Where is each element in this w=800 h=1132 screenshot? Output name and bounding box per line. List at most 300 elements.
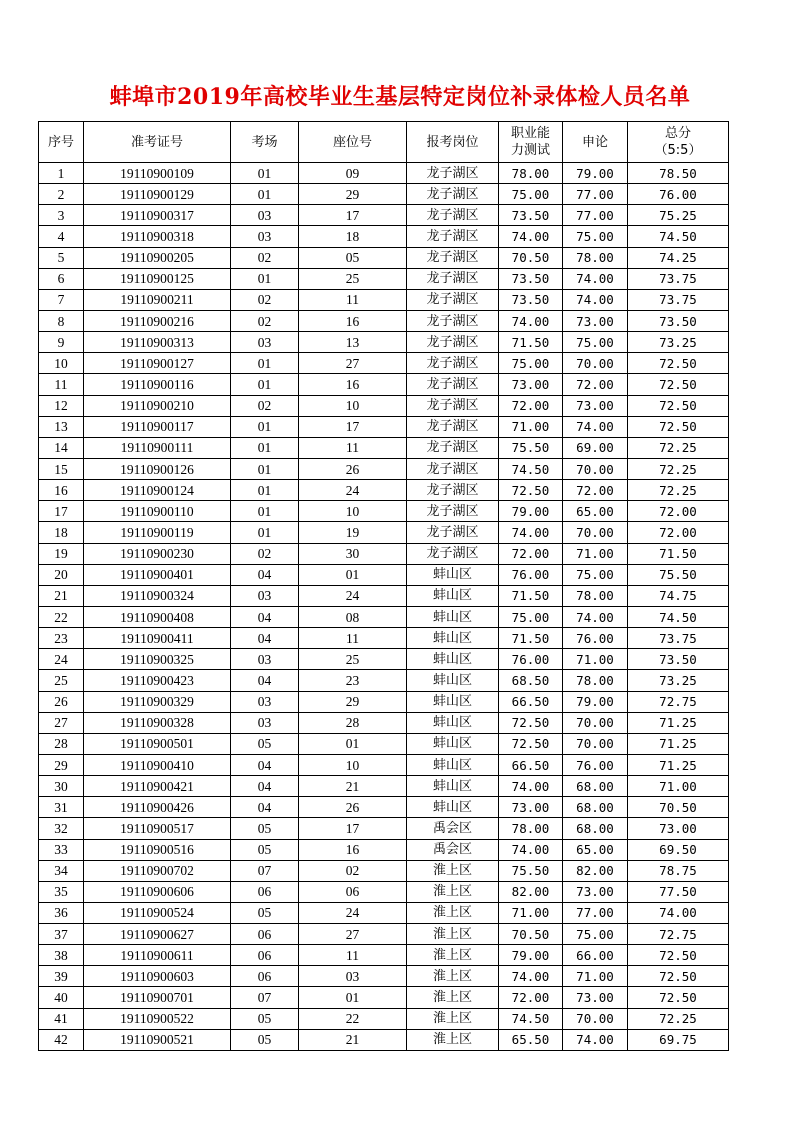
- table-row: [39, 332, 729, 353]
- page-title: 蚌埠市2019年高校毕业生基层特定岗位补录体检人员名单: [109, 84, 691, 110]
- cell-essay: 68.00: [563, 776, 628, 797]
- table-row: [39, 205, 729, 226]
- cell-room: 04: [231, 797, 299, 818]
- cell-seat: 06: [299, 881, 407, 902]
- table-row: [39, 184, 729, 205]
- cell-room: 01: [231, 416, 299, 437]
- cell-seat: 22: [299, 1008, 407, 1029]
- cell-post: 龙子湖区: [407, 247, 499, 268]
- cell-aptitude: 65.50: [499, 1029, 563, 1050]
- cell-aptitude: 79.00: [499, 945, 563, 966]
- cell-aptitude: 71.50: [499, 628, 563, 649]
- cell-seat: 09: [299, 163, 407, 184]
- cell-post: 龙子湖区: [407, 395, 499, 416]
- table-row: [39, 374, 729, 395]
- cell-room: 04: [231, 628, 299, 649]
- cell-essay: 74.00: [563, 289, 628, 310]
- cell-seq: 17: [39, 501, 84, 522]
- cell-total: 72.25: [628, 437, 729, 458]
- cell-seq: 38: [39, 945, 84, 966]
- cell-post: 蚌山区: [407, 628, 499, 649]
- cell-seat: 17: [299, 205, 407, 226]
- cell-ticket: 19110900210: [84, 395, 231, 416]
- cell-post: 龙子湖区: [407, 268, 499, 289]
- header-room: 考场: [231, 122, 299, 163]
- cell-essay: 66.00: [563, 945, 628, 966]
- cell-essay: 73.00: [563, 310, 628, 331]
- cell-room: 07: [231, 987, 299, 1008]
- cell-post: 蚌山区: [407, 712, 499, 733]
- cell-seq: 14: [39, 437, 84, 458]
- cell-essay: 68.00: [563, 818, 628, 839]
- table-row: [39, 839, 729, 860]
- cell-total: 72.00: [628, 522, 729, 543]
- cell-seat: 17: [299, 818, 407, 839]
- cell-ticket: 19110900127: [84, 353, 231, 374]
- cell-room: 03: [231, 649, 299, 670]
- cell-ticket: 19110900116: [84, 374, 231, 395]
- cell-aptitude: 74.00: [499, 310, 563, 331]
- cell-post: 蚌山区: [407, 733, 499, 754]
- cell-seq: 19: [39, 543, 84, 564]
- cell-total: 73.50: [628, 649, 729, 670]
- table-row: [39, 776, 729, 797]
- cell-seq: 31: [39, 797, 84, 818]
- cell-aptitude: 70.50: [499, 247, 563, 268]
- cell-room: 04: [231, 606, 299, 627]
- cell-post: 蚌山区: [407, 691, 499, 712]
- cell-essay: 73.00: [563, 395, 628, 416]
- cell-aptitude: 72.50: [499, 712, 563, 733]
- cell-post: 龙子湖区: [407, 543, 499, 564]
- cell-aptitude: 72.00: [499, 987, 563, 1008]
- cell-ticket: 19110900421: [84, 776, 231, 797]
- table-row: [39, 818, 729, 839]
- cell-post: 龙子湖区: [407, 480, 499, 501]
- cell-post: 龙子湖区: [407, 416, 499, 437]
- table-row: [39, 543, 729, 564]
- cell-seat: 11: [299, 289, 407, 310]
- cell-seat: 02: [299, 860, 407, 881]
- header-seat: 座位号: [299, 122, 407, 163]
- cell-total: 74.75: [628, 585, 729, 606]
- cell-ticket: 19110900119: [84, 522, 231, 543]
- cell-aptitude: 71.00: [499, 902, 563, 923]
- cell-essay: 78.00: [563, 670, 628, 691]
- cell-room: 06: [231, 966, 299, 987]
- cell-ticket: 19110900410: [84, 754, 231, 775]
- cell-seat: 23: [299, 670, 407, 691]
- table-row: [39, 797, 729, 818]
- header-total-line2: （5:5）: [654, 143, 702, 158]
- cell-seq: 30: [39, 776, 84, 797]
- cell-post: 淮上区: [407, 902, 499, 923]
- table-body: [39, 163, 729, 1051]
- table-row: [39, 395, 729, 416]
- cell-total: 74.25: [628, 247, 729, 268]
- cell-aptitude: 71.50: [499, 585, 563, 606]
- table-row: [39, 712, 729, 733]
- cell-total: 76.00: [628, 184, 729, 205]
- cell-seq: 2: [39, 184, 84, 205]
- cell-seq: 32: [39, 818, 84, 839]
- cell-essay: 76.00: [563, 628, 628, 649]
- cell-seq: 34: [39, 860, 84, 881]
- cell-essay: 70.00: [563, 522, 628, 543]
- table-row: [39, 353, 729, 374]
- cell-essay: 75.00: [563, 226, 628, 247]
- cell-post: 淮上区: [407, 966, 499, 987]
- cell-total: 73.00: [628, 818, 729, 839]
- cell-seq: 24: [39, 649, 84, 670]
- cell-room: 04: [231, 776, 299, 797]
- cell-seq: 42: [39, 1029, 84, 1050]
- cell-seat: 25: [299, 268, 407, 289]
- cell-seat: 11: [299, 945, 407, 966]
- cell-total: 72.25: [628, 1008, 729, 1029]
- header-total: [628, 122, 729, 163]
- cell-seq: 29: [39, 754, 84, 775]
- cell-post: 禹会区: [407, 818, 499, 839]
- cell-essay: 77.00: [563, 184, 628, 205]
- cell-post: 龙子湖区: [407, 353, 499, 374]
- cell-room: 02: [231, 247, 299, 268]
- cell-room: 01: [231, 268, 299, 289]
- cell-post: 龙子湖区: [407, 437, 499, 458]
- cell-room: 01: [231, 458, 299, 479]
- cell-seq: 3: [39, 205, 84, 226]
- cell-total: 71.25: [628, 733, 729, 754]
- cell-total: 78.50: [628, 163, 729, 184]
- cell-aptitude: 66.50: [499, 754, 563, 775]
- cell-ticket: 19110900328: [84, 712, 231, 733]
- cell-total: 72.50: [628, 945, 729, 966]
- header-post: 报考岗位: [407, 122, 499, 163]
- cell-ticket: 19110900313: [84, 332, 231, 353]
- cell-room: 03: [231, 226, 299, 247]
- cell-essay: 76.00: [563, 754, 628, 775]
- cell-essay: 70.00: [563, 458, 628, 479]
- cell-essay: 73.00: [563, 881, 628, 902]
- cell-seq: 11: [39, 374, 84, 395]
- cell-aptitude: 70.50: [499, 924, 563, 945]
- cell-aptitude: 72.00: [499, 395, 563, 416]
- cell-seat: 01: [299, 733, 407, 754]
- cell-post: 蚌山区: [407, 670, 499, 691]
- table-row: [39, 966, 729, 987]
- cell-seq: 13: [39, 416, 84, 437]
- table-row: [39, 987, 729, 1008]
- cell-seat: 01: [299, 987, 407, 1008]
- cell-ticket: 19110900524: [84, 902, 231, 923]
- cell-aptitude: 76.00: [499, 649, 563, 670]
- cell-total: 72.50: [628, 395, 729, 416]
- cell-post: 龙子湖区: [407, 289, 499, 310]
- cell-aptitude: 82.00: [499, 881, 563, 902]
- cell-post: 淮上区: [407, 945, 499, 966]
- cell-seat: 11: [299, 628, 407, 649]
- table-row: [39, 163, 729, 184]
- cell-ticket: 19110900117: [84, 416, 231, 437]
- cell-total: 73.25: [628, 670, 729, 691]
- cell-post: 蚌山区: [407, 797, 499, 818]
- cell-seq: 26: [39, 691, 84, 712]
- table-row: [39, 1029, 729, 1050]
- cell-room: 05: [231, 733, 299, 754]
- cell-seat: 21: [299, 776, 407, 797]
- cell-ticket: 19110900216: [84, 310, 231, 331]
- cell-seq: 6: [39, 268, 84, 289]
- cell-essay: 74.00: [563, 416, 628, 437]
- cell-essay: 74.00: [563, 1029, 628, 1050]
- header-aptitude-line2: 力测试: [510, 143, 550, 158]
- cell-room: 05: [231, 902, 299, 923]
- table-row: [39, 522, 729, 543]
- cell-ticket: 19110900124: [84, 480, 231, 501]
- cell-essay: 79.00: [563, 691, 628, 712]
- cell-essay: 72.00: [563, 480, 628, 501]
- cell-total: 69.50: [628, 839, 729, 860]
- cell-room: 06: [231, 881, 299, 902]
- cell-post: 淮上区: [407, 1008, 499, 1029]
- table-row: [39, 289, 729, 310]
- cell-post: 龙子湖区: [407, 374, 499, 395]
- cell-post: 蚌山区: [407, 776, 499, 797]
- cell-post: 龙子湖区: [407, 163, 499, 184]
- header-essay: 申论: [563, 122, 628, 163]
- cell-total: 72.50: [628, 987, 729, 1008]
- header-aptitude: [499, 122, 563, 163]
- cell-post: 淮上区: [407, 881, 499, 902]
- cell-ticket: 19110900324: [84, 585, 231, 606]
- table-row: [39, 860, 729, 881]
- cell-ticket: 19110900401: [84, 564, 231, 585]
- cell-total: 78.75: [628, 860, 729, 881]
- cell-aptitude: 73.50: [499, 268, 563, 289]
- cell-seq: 33: [39, 839, 84, 860]
- cell-room: 02: [231, 543, 299, 564]
- table-row: [39, 416, 729, 437]
- cell-seat: 16: [299, 374, 407, 395]
- cell-seat: 30: [299, 543, 407, 564]
- cell-essay: 65.00: [563, 839, 628, 860]
- cell-aptitude: 71.50: [499, 332, 563, 353]
- cell-total: 75.25: [628, 205, 729, 226]
- cell-room: 01: [231, 480, 299, 501]
- cell-ticket: 19110900501: [84, 733, 231, 754]
- cell-aptitude: 74.00: [499, 776, 563, 797]
- cell-total: 72.50: [628, 374, 729, 395]
- cell-essay: 77.00: [563, 205, 628, 226]
- cell-seq: 4: [39, 226, 84, 247]
- cell-ticket: 19110900702: [84, 860, 231, 881]
- cell-aptitude: 72.50: [499, 733, 563, 754]
- cell-aptitude: 68.50: [499, 670, 563, 691]
- cell-ticket: 19110900329: [84, 691, 231, 712]
- cell-essay: 68.00: [563, 797, 628, 818]
- cell-essay: 70.00: [563, 353, 628, 374]
- cell-seat: 17: [299, 416, 407, 437]
- cell-total: 74.00: [628, 902, 729, 923]
- cell-essay: 74.00: [563, 268, 628, 289]
- cell-total: 75.50: [628, 564, 729, 585]
- cell-seat: 26: [299, 797, 407, 818]
- cell-essay: 78.00: [563, 247, 628, 268]
- cell-room: 02: [231, 310, 299, 331]
- cell-seat: 10: [299, 501, 407, 522]
- cell-post: 蚌山区: [407, 649, 499, 670]
- table-row: [39, 268, 729, 289]
- cell-total: 72.50: [628, 966, 729, 987]
- cell-aptitude: 78.00: [499, 818, 563, 839]
- cell-room: 05: [231, 1029, 299, 1050]
- cell-seq: 36: [39, 902, 84, 923]
- cell-aptitude: 71.00: [499, 416, 563, 437]
- table-row: [39, 458, 729, 479]
- table-row: [39, 310, 729, 331]
- cell-seq: 18: [39, 522, 84, 543]
- table-row: [39, 1008, 729, 1029]
- cell-room: 01: [231, 184, 299, 205]
- cell-aptitude: 74.00: [499, 966, 563, 987]
- cell-essay: 70.00: [563, 712, 628, 733]
- table-row: [39, 480, 729, 501]
- cell-room: 04: [231, 564, 299, 585]
- cell-post: 淮上区: [407, 860, 499, 881]
- cell-essay: 65.00: [563, 501, 628, 522]
- table-row: [39, 649, 729, 670]
- cell-aptitude: 75.50: [499, 860, 563, 881]
- cell-ticket: 19110900230: [84, 543, 231, 564]
- table-row: [39, 902, 729, 923]
- cell-seq: 37: [39, 924, 84, 945]
- cell-ticket: 19110900517: [84, 818, 231, 839]
- cell-room: 04: [231, 754, 299, 775]
- table-row: [39, 945, 729, 966]
- cell-seq: 15: [39, 458, 84, 479]
- cell-essay: 73.00: [563, 987, 628, 1008]
- cell-aptitude: 75.00: [499, 606, 563, 627]
- cell-post: 龙子湖区: [407, 184, 499, 205]
- cell-total: 69.75: [628, 1029, 729, 1050]
- cell-seat: 29: [299, 184, 407, 205]
- cell-seq: 40: [39, 987, 84, 1008]
- cell-aptitude: 74.00: [499, 839, 563, 860]
- cell-seq: 5: [39, 247, 84, 268]
- cell-post: 禹会区: [407, 839, 499, 860]
- cell-seq: 41: [39, 1008, 84, 1029]
- cell-room: 05: [231, 818, 299, 839]
- cell-seat: 13: [299, 332, 407, 353]
- cell-total: 71.25: [628, 754, 729, 775]
- cell-seq: 9: [39, 332, 84, 353]
- cell-seat: 25: [299, 649, 407, 670]
- cell-ticket: 19110900211: [84, 289, 231, 310]
- cell-post: 龙子湖区: [407, 226, 499, 247]
- cell-seq: 39: [39, 966, 84, 987]
- cell-seat: 11: [299, 437, 407, 458]
- cell-total: 71.50: [628, 543, 729, 564]
- cell-ticket: 19110900325: [84, 649, 231, 670]
- cell-total: 73.75: [628, 289, 729, 310]
- cell-post: 淮上区: [407, 1029, 499, 1050]
- cell-essay: 70.00: [563, 733, 628, 754]
- cell-post: 龙子湖区: [407, 332, 499, 353]
- cell-ticket: 19110900318: [84, 226, 231, 247]
- cell-total: 70.50: [628, 797, 729, 818]
- cell-seat: 10: [299, 395, 407, 416]
- cell-seq: 20: [39, 564, 84, 585]
- cell-total: 72.50: [628, 353, 729, 374]
- cell-total: 73.50: [628, 310, 729, 331]
- header-ticket: 准考证号: [84, 122, 231, 163]
- table-row: [39, 501, 729, 522]
- header-seq: 序号: [39, 122, 84, 163]
- cell-essay: 71.00: [563, 966, 628, 987]
- candidate-table: [38, 121, 729, 1051]
- cell-ticket: 19110900606: [84, 881, 231, 902]
- cell-room: 03: [231, 712, 299, 733]
- cell-room: 07: [231, 860, 299, 881]
- cell-ticket: 19110900126: [84, 458, 231, 479]
- cell-total: 73.75: [628, 628, 729, 649]
- cell-essay: 79.00: [563, 163, 628, 184]
- cell-seat: 26: [299, 458, 407, 479]
- cell-total: 71.00: [628, 776, 729, 797]
- cell-essay: 74.00: [563, 606, 628, 627]
- cell-seq: 22: [39, 606, 84, 627]
- cell-seat: 21: [299, 1029, 407, 1050]
- cell-post: 蚌山区: [407, 754, 499, 775]
- cell-seq: 21: [39, 585, 84, 606]
- cell-seat: 19: [299, 522, 407, 543]
- cell-room: 01: [231, 522, 299, 543]
- cell-aptitude: 75.00: [499, 184, 563, 205]
- cell-room: 01: [231, 501, 299, 522]
- cell-post: 龙子湖区: [407, 205, 499, 226]
- table-row: [39, 691, 729, 712]
- cell-aptitude: 73.00: [499, 374, 563, 395]
- cell-ticket: 19110900408: [84, 606, 231, 627]
- table-row: [39, 606, 729, 627]
- table-row: [39, 226, 729, 247]
- cell-seat: 05: [299, 247, 407, 268]
- table-row: [39, 247, 729, 268]
- cell-room: 02: [231, 289, 299, 310]
- cell-aptitude: 74.00: [499, 226, 563, 247]
- cell-room: 05: [231, 839, 299, 860]
- table-row: [39, 881, 729, 902]
- cell-ticket: 19110900627: [84, 924, 231, 945]
- cell-ticket: 19110900611: [84, 945, 231, 966]
- cell-room: 05: [231, 1008, 299, 1029]
- cell-seq: 1: [39, 163, 84, 184]
- cell-seq: 7: [39, 289, 84, 310]
- cell-post: 龙子湖区: [407, 501, 499, 522]
- cell-ticket: 19110900317: [84, 205, 231, 226]
- cell-essay: 71.00: [563, 543, 628, 564]
- cell-seq: 23: [39, 628, 84, 649]
- cell-essay: 69.00: [563, 437, 628, 458]
- cell-aptitude: 79.00: [499, 501, 563, 522]
- cell-seat: 03: [299, 966, 407, 987]
- cell-seat: 24: [299, 585, 407, 606]
- cell-seq: 28: [39, 733, 84, 754]
- cell-essay: 75.00: [563, 924, 628, 945]
- cell-room: 02: [231, 395, 299, 416]
- cell-essay: 75.00: [563, 332, 628, 353]
- table-row: [39, 437, 729, 458]
